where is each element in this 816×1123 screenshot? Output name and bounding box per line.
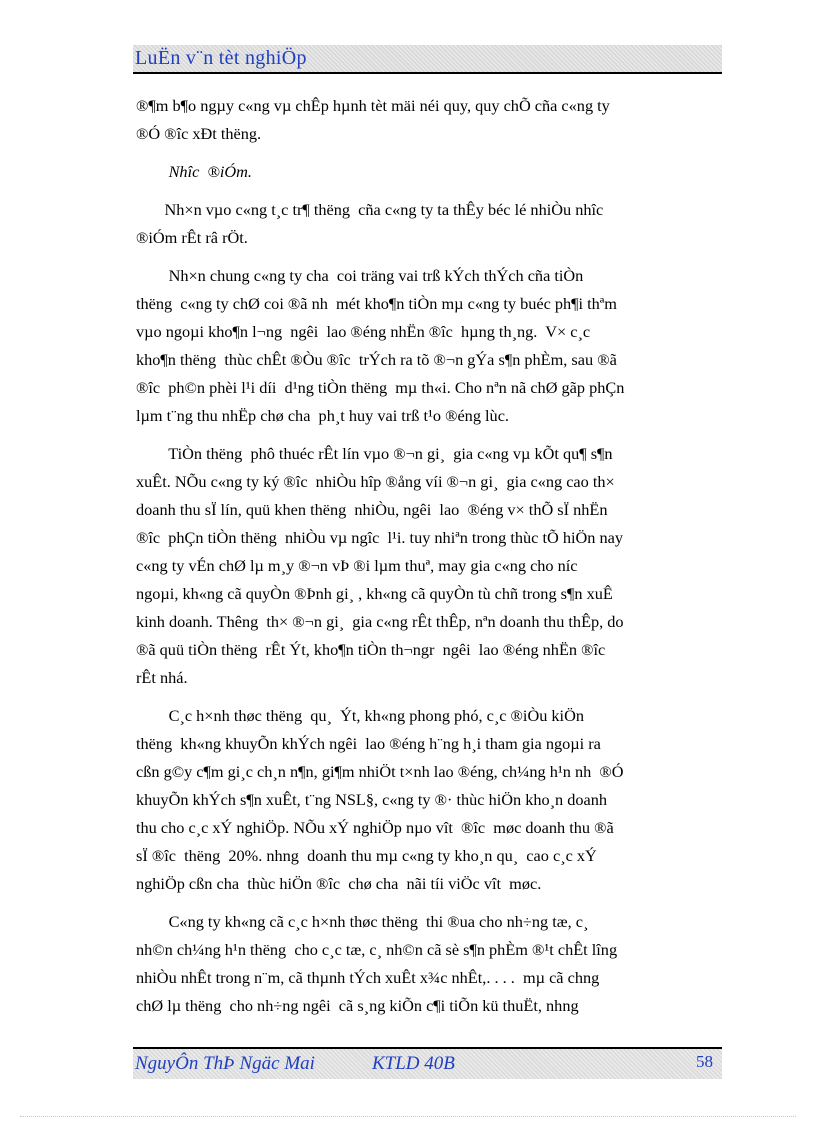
body-line: thëng c«ng ty chØ coi ®ã nh mét kho¶n tiÒn mµ c«ng ty buéc ph¶i thªm (136, 294, 617, 313)
body-line: ®¶m b¶o ngµy c«ng vµ chÊp hµnh tèt mäi néi quy, quy chÕ cña c«ng ty (136, 96, 610, 115)
body-line: kinh doanh. Thêng th× ®¬n gi¸ gia c«ng rÊt thÊp, nªn doanh thu thÊp, do (136, 612, 624, 631)
body-line: ®îc phÇn tiÒn thëng nhiÒu vµ ngîc l¹i. tuy nhiªn trong thùc tÕ hiÖn nay (136, 528, 623, 547)
body-line: Nh×n vµo c«ng t¸c tr¶ thëng cña c«ng ty ta thÊy béc lé nhiÒu nhîc (136, 200, 604, 219)
body-line: khuyÕn khÝch s¶n xuÊt, t¨ng NSL§, c«ng ty ®· thùc hiÖn kho¸n doanh (136, 790, 608, 809)
body-line: ®ã quü tiÒn thëng rÊt Ýt, kho¶n tiÒn th¬ngr ngêi lao ®éng nhËn ®îc (136, 640, 606, 659)
body-line: sÏ ®îc thëng 20%. nhng doanh thu mµ c«ng ty kho¸n qu¸ cao c¸c xÝ (136, 846, 597, 865)
body-line: ®iÓm rÊt râ rÖt. (136, 228, 248, 247)
page-bottom-border (20, 1116, 796, 1117)
body-line: c«ng ty vÉn chØ lµ m¸y ®¬n vÞ ®i lµm thuª, may gia c«ng cho níc (136, 556, 578, 575)
body-line: ®Ó ®îc xÐt thëng. (136, 124, 262, 143)
body-line: xuÊt. NÕu c«ng ty ký ®îc nhiÒu hîp ®ång víi ®¬n gi¸ gia c«ng cao th× (136, 472, 615, 491)
body-line: thëng kh«ng khuyÕn khÝch ngêi lao ®éng h¨ng h¸i tham gia ngoµi ra (136, 734, 601, 753)
body-line: nghiÖp cßn cha thùc hiÖn ®îc chø cha nãi tíi viÖc vît møc. (136, 874, 542, 893)
body-line: C¸c h×nh thøc thëng qu¸ Ýt, kh«ng phong phó, c¸c ®iÒu kiÖn (136, 706, 584, 725)
body-line: kho¶n thëng thùc chÊt ®Òu ®îc trÝch ra tõ ®¬n gÝa s¶n phÈm, sau ®ã (136, 350, 617, 369)
body-line: TiÒn thëng phô thuéc rÊt lín vµo ®¬n gi¸ gia c«ng vµ kÕt qu¶ s¶n (136, 444, 613, 463)
document-header-title: LuËn v¨n tèt nghiÖp (135, 47, 307, 69)
body-line: rÊt nhá. (136, 668, 188, 687)
header-divider (133, 72, 722, 74)
body-line: ngoµi, kh«ng cã quyÒn ®Þnh gi¸ , kh«ng cã quyÒn tù chñ trong s¶n xuÊ (136, 584, 613, 603)
section-heading: Nhîc ®iÓm. (136, 162, 252, 181)
body-line: ®îc ph©n phèi l¹i díi d¹ng tiÒn thëng mµ th«i. Cho nªn nã chØ gãp phÇn (136, 378, 625, 397)
page-number: 58 (696, 1052, 713, 1071)
document-body (136, 92, 720, 1020)
body-line: nhiÒu nhÊt trong n¨m, cã thµnh tÝch xuÊt x¾c nhÊt,. . . . mµ cã chng (136, 968, 600, 987)
body-line: Nh×n chung c«ng ty cha coi träng vai trß kÝch thÝch cña tiÒn (136, 266, 584, 285)
body-line: cßn g©y c¶m gi¸c ch¸n n¶n, gi¶m nhiÖt t×nh lao ®éng, ch¼ng h¹n nh ®Ó (136, 762, 624, 781)
body-line: doanh thu sÏ lín, quü khen thëng nhiÒu, ngêi lao ®éng v× thÕ sÏ nhËn (136, 500, 608, 519)
body-line: C«ng ty kh«ng cã c¸c h×nh thøc thëng thi ®ua cho nh÷ng tæ, c¸ (136, 912, 589, 931)
footer-author: NguyÔn ThÞ Ngäc Mai (135, 1053, 315, 1074)
body-line: nh©n ch¼ng h¹n thëng cho c¸c tæ, c¸ nh©n cã sè s¶n phÈm ®¹t chÊt lîng (136, 940, 618, 959)
body-line: chØ lµ thëng cho nh÷ng ngêi cã s¸ng kiÕn c¶i tiÕn kü thuËt, nhng (136, 996, 579, 1015)
body-line: vµo ngoµi kho¶n l¬ng ngêi lao ®éng nhËn ®îc hµng th¸ng. V× c¸c (136, 322, 591, 341)
body-line: thu cho c¸c xÝ nghiÖp. NÕu xÝ nghiÖp nµo vît ®îc møc doanh thu ®ã (136, 818, 614, 837)
body-line: lµm t¨ng thu nhËp chø cha ph¸t huy vai trß t¹o ®éng lùc. (136, 406, 509, 425)
footer-class-code: KTLD 40B (372, 1053, 455, 1074)
